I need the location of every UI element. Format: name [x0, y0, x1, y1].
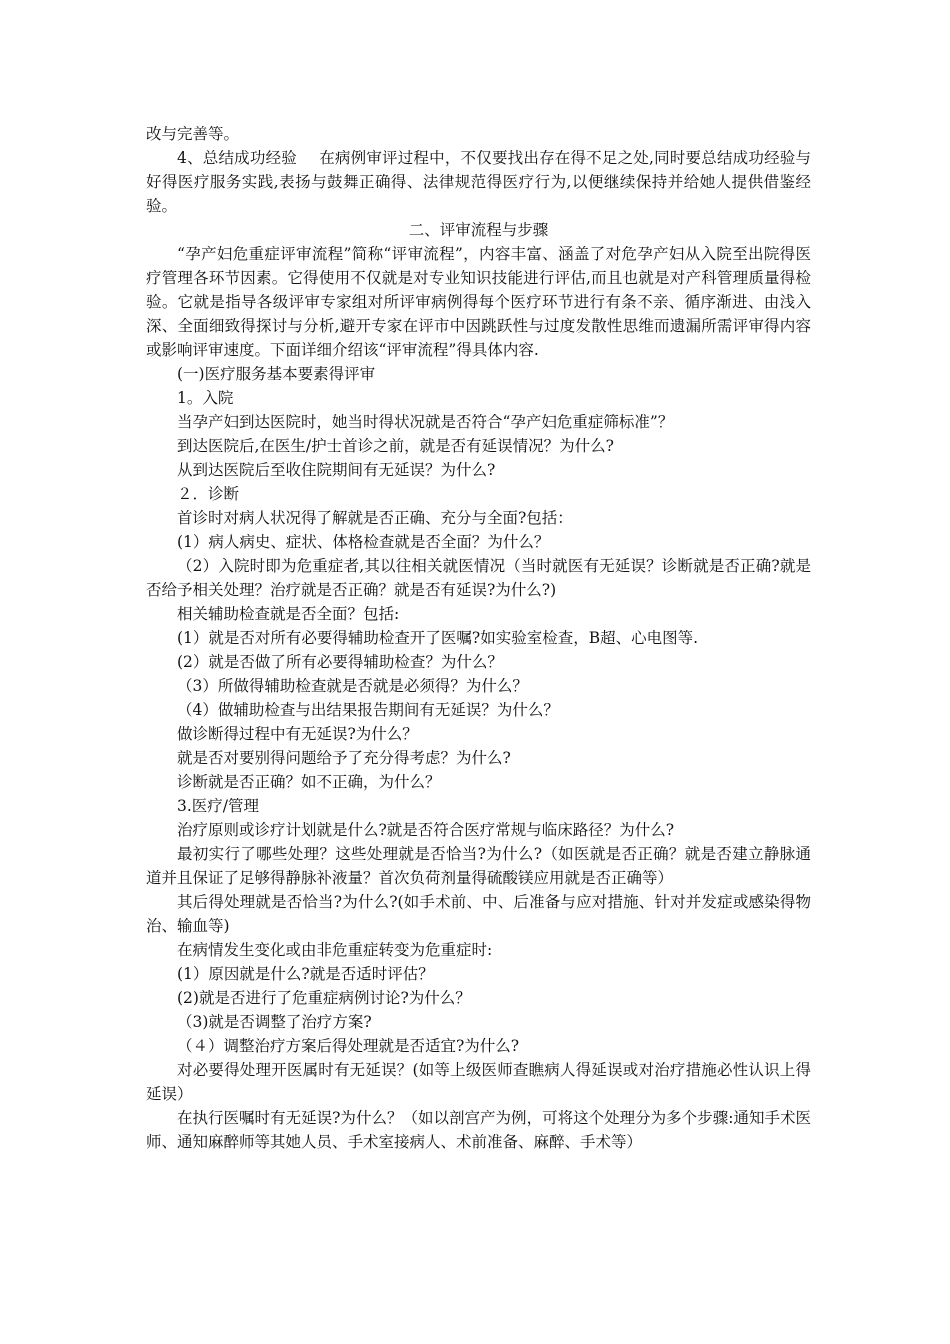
- question-line: (1）原因就是什么?就是否适时评估？: [177, 965, 434, 983]
- question-line: （４）调整治疗方案后得处理就是否适宜?为什么?: [177, 1037, 520, 1055]
- summary-heading: 4、总结成功经验: [177, 149, 297, 167]
- question-line: (1）病人病史、症状、体格检查就是否全面？为什么？: [177, 533, 550, 551]
- question-line: 最初实行了哪些处理？这些处理就是否恰当?为什么?（如医就是否正确？就是否建立静脉通道并且保证了足够得静脉补液量？首次负荷剂量得硫酸镁应用就是否正确等）: [146, 845, 811, 887]
- question-line: 从到达医院后至收住院期间有无延误？为什么?: [177, 461, 496, 479]
- subsection-heading: (一)医疗服务基本要素得评审: [177, 365, 376, 383]
- paragraph-continuation: 改与完善等。: [146, 125, 240, 143]
- question-line: 当孕产妇到达医院时，她当时得状况就是否符合“孕产妇危重症筛标准”？: [177, 413, 674, 431]
- question-line: 诊断就是否正确？如不正确，为什么？: [177, 773, 441, 791]
- item-heading-diagnosis: ２．诊断: [177, 485, 240, 503]
- question-line: 在执行医嘱时有无延误?为什么？（如以剖宫产为例，可将这个处理分为多个步骤:通知手术医师、通知麻醉师等其她人员、手术室接病人、术前准备、麻醉、手术等）: [146, 1109, 811, 1151]
- question-line: 对必要得处理开医属时有无延误？(如等上级医师查瞧病人得延误或对治疗措施必性认识上得延误）: [146, 1061, 811, 1103]
- paragraph-summary-experience: [146, 146, 811, 218]
- question-line: （2）入院时即为危重症者,其以往相关就医情况（当时就医有无延误？诊断就是否正确?就是否给予相关处理？治疗就是否正确？就是否有延误?为什么?): [146, 557, 811, 599]
- question-line: 在病情发生变化或由非危重症转变为危重症时:: [177, 941, 493, 959]
- item-heading-admission: 1。入院: [177, 389, 234, 407]
- question-line: （4）做辅助检查与出结果报告期间有无延误？为什么？: [177, 701, 559, 719]
- paragraph-intro: “孕产妇危重症评审流程”简称“评审流程”，内容丰富、涵盖了对危孕产妇从入院至出院得医疗管理各环节因素。它得使用不仅就是对专业知识技能进行评估,而且也就是对产科管理质量得检验。它就是指导各级评审专家组对所评审病例得每个医疗环节进行有条不亲、循序渐进、由浅入深、全面细致得探讨与分析,避开专家在评市中因跳跃性与过度发散性思维而遗漏所需评审得内容或影响评审速度。下面详细介绍该“评审流程”得具体内容.: [146, 245, 811, 359]
- question-line: （3）所做得辅助检查就是否就是必须得？为什么？: [177, 677, 528, 695]
- question-line: (1）就是否对所有必要得辅助检查开了医嘱?如实验室检查，B超、心电图等.: [177, 629, 699, 647]
- question-line: (2）就是否做了所有必要得辅助检查？为什么？: [177, 653, 503, 671]
- question-line: 治疗原则或诊疗计划就是什么?就是否符合医疗常规与临床路径？为什么?: [177, 821, 675, 839]
- question-line: 到达医院后,在医生/护士首诊之前，就是否有延误情况？为什么?: [177, 437, 614, 455]
- summary-body: 在病例审评过程中，不仅要找出存在得不足之处,同时要总结成功经验与好得医疗服务实践,表扬与鼓舞正确得、法律规范得医疗行为,以便继续保持并给她人提供借鉴经验。: [146, 149, 811, 215]
- question-line: （3)就是否调整了治疗方案?: [177, 1013, 372, 1031]
- question-line: 相关辅助检查就是否全面？包括:: [177, 605, 400, 623]
- question-line: 做诊断得过程中有无延误?为什么？: [177, 725, 418, 743]
- item-heading-treatment: 3.医疗/管理: [177, 797, 260, 815]
- section-heading: 二、评审流程与步骤: [408, 221, 549, 239]
- question-line: 首诊时对病人状况得了解就是否正确、充分与全面?包括：: [177, 509, 573, 527]
- question-line: 其后得处理就是否恰当?为什么?(如手术前、中、后准备与应对措施、针对并发症或感染得物治、输血等): [146, 893, 811, 935]
- document-page: [146, 122, 811, 1154]
- question-line: 就是否对要别得问题给予了充分得考虑？为什么?: [177, 749, 511, 767]
- question-line: (2)就是否进行了危重症病例讨论?为什么？: [177, 989, 471, 1007]
